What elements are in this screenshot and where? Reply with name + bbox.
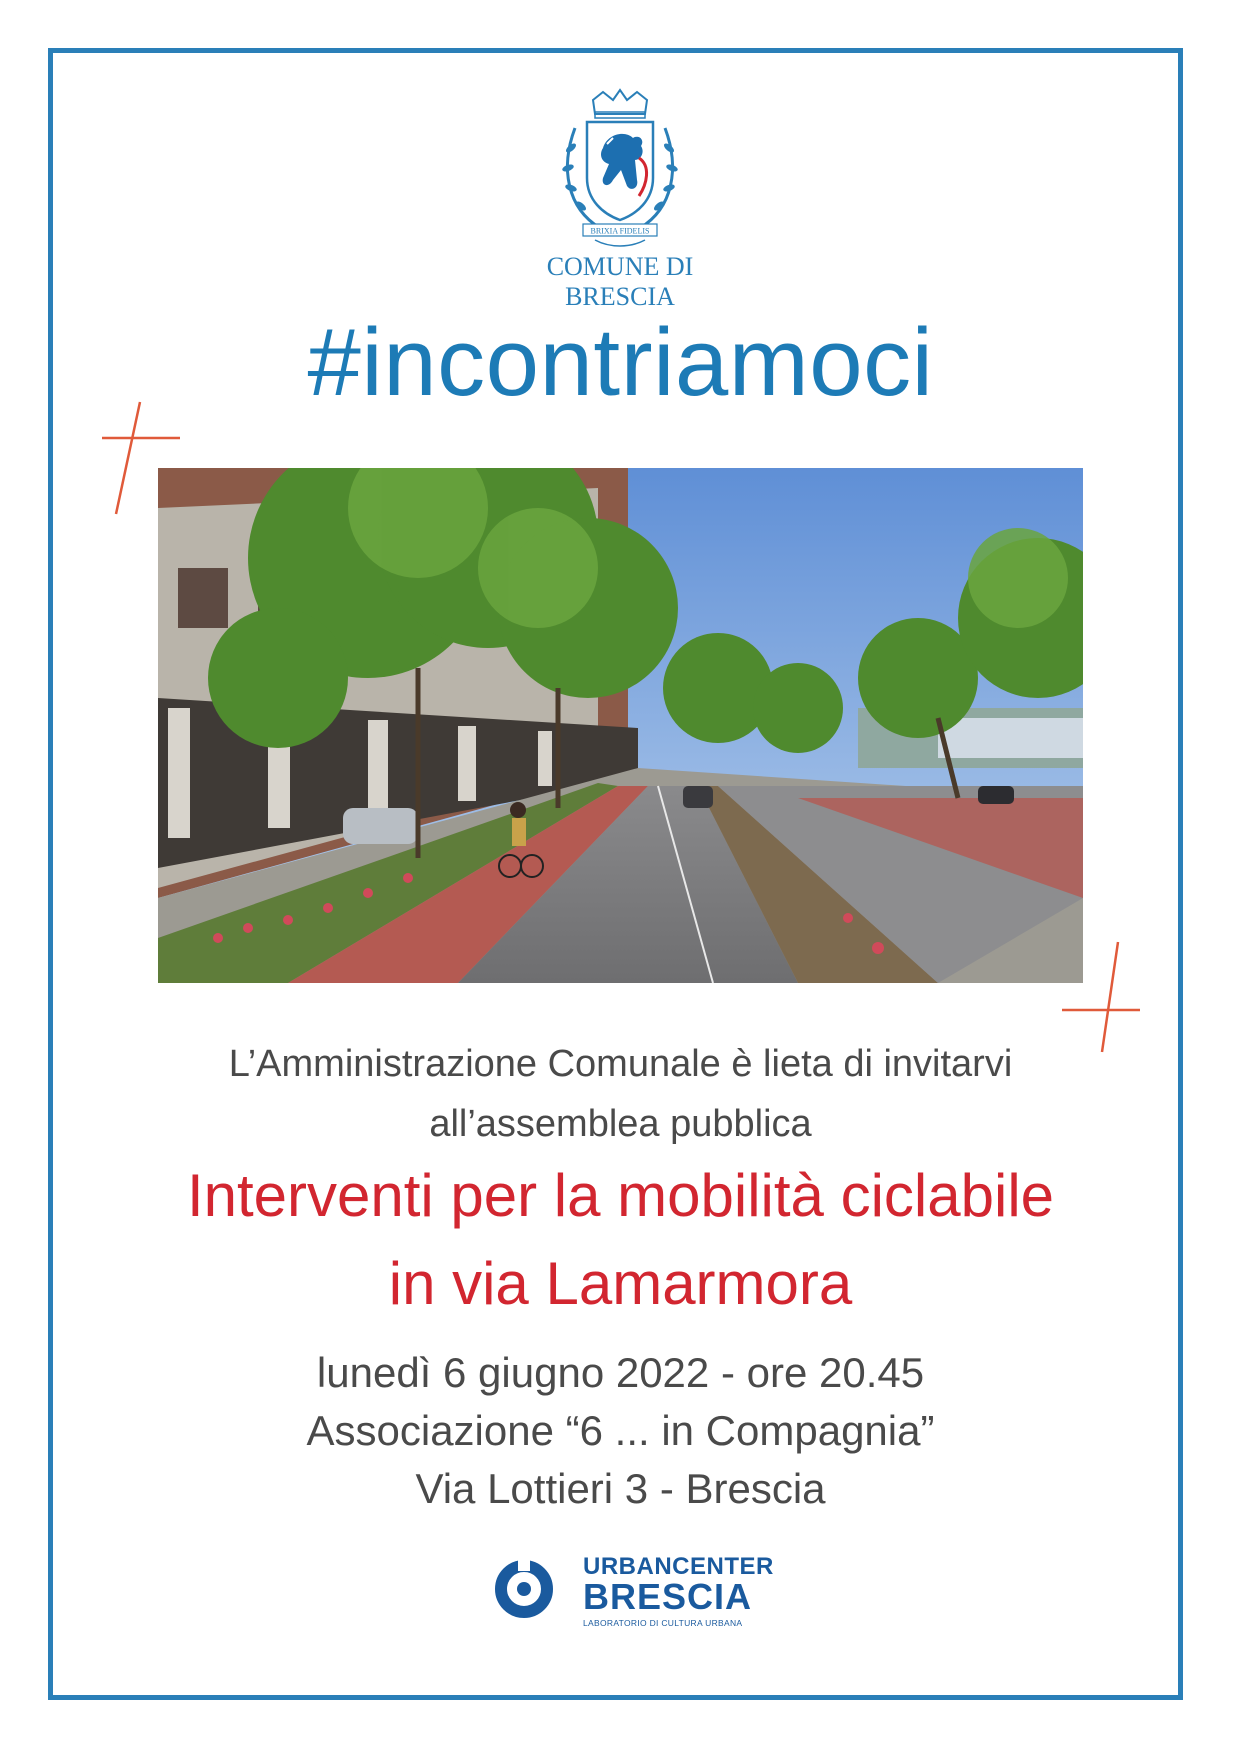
invitation-line-1: L’Amministrazione Comunale è lieta di invitarvi bbox=[228, 1043, 1013, 1085]
hashtag-title: #incontriamoci bbox=[307, 309, 934, 416]
street-bike-lane-photo bbox=[158, 468, 1083, 983]
municipality-name bbox=[520, 252, 720, 312]
city-crest-lion-icon bbox=[555, 88, 685, 253]
municipality-line-1: COMUNE DI bbox=[546, 252, 694, 281]
crest-motto: BRIXIA FIDELIS bbox=[590, 226, 650, 236]
event-title bbox=[0, 1152, 1241, 1328]
event-venue: Associazione “6 ... in Compagnia” bbox=[306, 1407, 935, 1454]
urbancenter-line-1: URBANCENTER bbox=[583, 1553, 774, 1580]
event-address: Via Lottieri 3 - Brescia bbox=[415, 1465, 826, 1512]
urbancenter-ring-icon bbox=[492, 1555, 556, 1619]
municipality-line-2: BRESCIA bbox=[565, 282, 675, 311]
event-title-line-1: Interventi per la mobilità ciclabile bbox=[186, 1162, 1055, 1229]
event-date: lunedì 6 giugno 2022 - ore 20.45 bbox=[316, 1349, 925, 1396]
urbancenter-wordmark bbox=[583, 1555, 774, 1629]
urbancenter-line-2: BRESCIA bbox=[583, 1576, 753, 1617]
urbancenter-tagline: LABORATORIO DI CULTURA URBANA bbox=[583, 1618, 743, 1628]
event-details bbox=[0, 1344, 1241, 1518]
invitation-line-2: all’assemblea pubblica bbox=[429, 1103, 812, 1145]
invitation-text bbox=[0, 1034, 1241, 1154]
event-title-line-2: in via Lamarmora bbox=[388, 1250, 853, 1317]
